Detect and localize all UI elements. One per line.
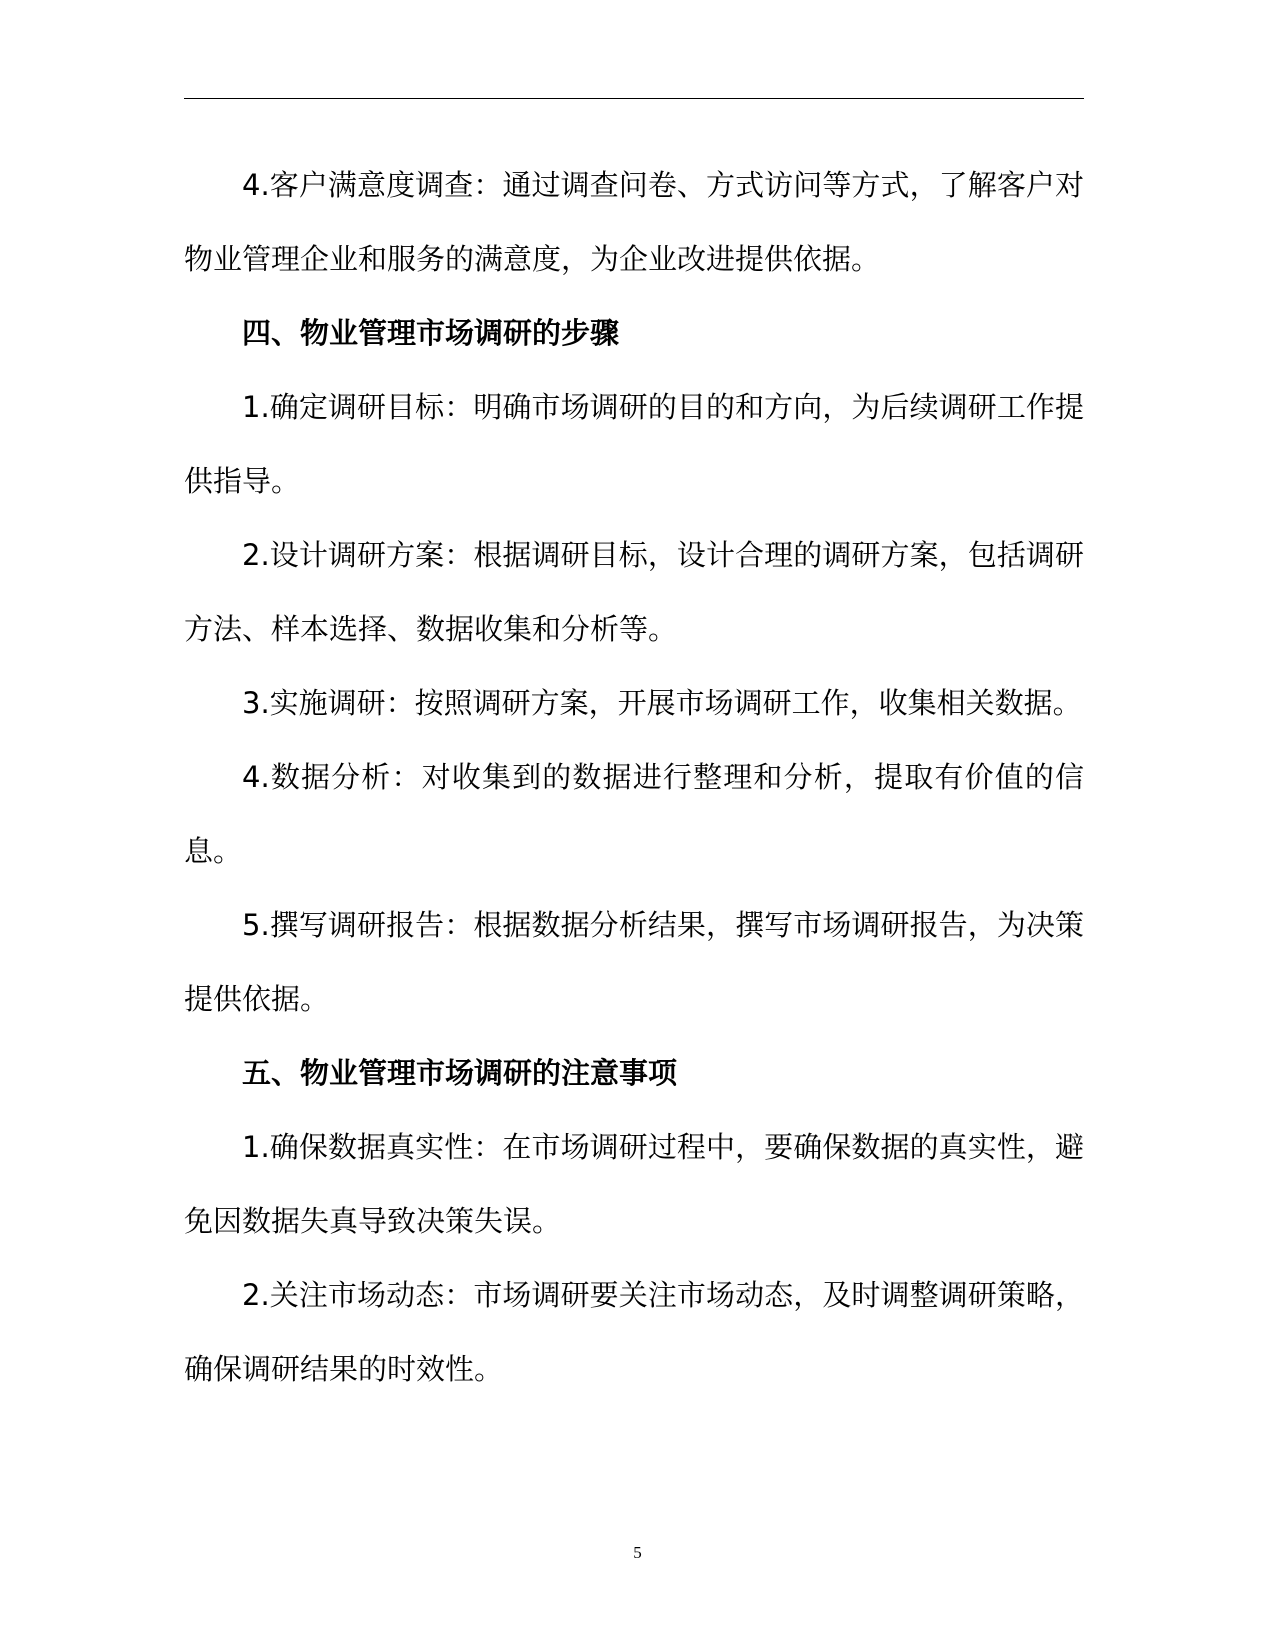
- paragraph-step-design-plan: 2.设计调研方案：根据调研目标，设计合理的调研方案，包括调研方法、样本选择、数据收集和分析等。: [184, 538, 1084, 646]
- header-rule: [184, 98, 1084, 99]
- paragraph-customer-satisfaction-survey: 4.客户满意度调查：通过调查问卷、方式访问等方式，了解客户对物业管理企业和服务的满意度，为企业改进提供依据。: [184, 168, 1084, 276]
- section-heading-research-notes: 五、物业管理市场调研的注意事项: [242, 1056, 678, 1090]
- section-heading-research-steps: 四、物业管理市场调研的步骤: [242, 316, 620, 350]
- paragraph-step-define-goals: 1.确定调研目标：明确市场调研的目的和方向，为后续调研工作提供指导。: [184, 390, 1084, 498]
- paragraph-step-write-report: 5.撰写调研报告：根据数据分析结果，撰写市场调研报告，为决策提供依据。: [184, 908, 1084, 1016]
- page-number: 5: [633, 1543, 642, 1562]
- paragraph-note-market-dynamics: 2.关注市场动态：市场调研要关注市场动态，及时调整调研策略，确保调研结果的时效性。: [184, 1278, 1084, 1386]
- paragraph-step-data-analysis: 4.数据分析：对收集到的数据进行整理和分析，提取有价值的信息。: [184, 760, 1084, 868]
- document-body: [184, 148, 1084, 1406]
- paragraph-step-implement-research: 3.实施调研：按照调研方案，开展市场调研工作，收集相关数据。: [242, 686, 1082, 720]
- paragraph-note-data-authenticity: 1.确保数据真实性：在市场调研过程中，要确保数据的真实性，避免因数据失真导致决策失误。: [184, 1130, 1084, 1238]
